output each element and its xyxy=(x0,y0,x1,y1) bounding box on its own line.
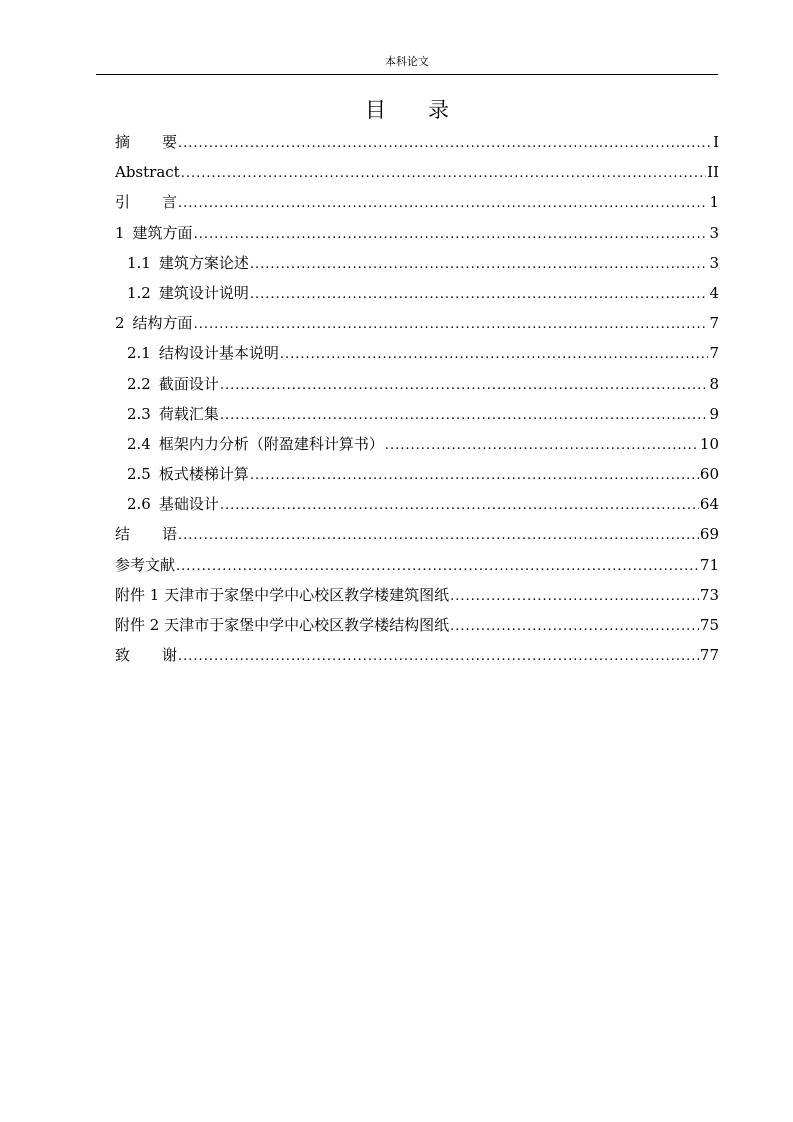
running-header-title: 本科论文 xyxy=(385,55,429,68)
toc-entry-section-2-2[interactable] xyxy=(115,369,719,399)
toc-entry-number: 2.1 xyxy=(127,344,151,363)
toc-entry-page: I xyxy=(713,133,719,151)
toc-entry-page: 3 xyxy=(709,223,719,242)
toc-leader-dots xyxy=(176,552,699,582)
toc-leader-dots xyxy=(178,521,699,551)
toc-entry-label: 参考文献 xyxy=(115,555,176,574)
toc-entry-appendix-1[interactable] xyxy=(115,580,719,610)
toc-entry-introduction[interactable] xyxy=(115,187,719,217)
toc-entry-page: 60 xyxy=(699,465,719,484)
toc-entry-number: 2.6 xyxy=(127,495,151,514)
toc-entry-page: 9 xyxy=(709,404,719,423)
toc-entry-page: II xyxy=(707,163,719,182)
toc-title xyxy=(96,96,718,124)
toc-entry-section-1-1[interactable] xyxy=(115,248,719,278)
table-of-contents xyxy=(115,127,719,670)
toc-entry-label: 结 语 xyxy=(115,525,178,544)
toc-leader-dots xyxy=(194,220,709,250)
toc-entry-page: 73 xyxy=(699,585,719,604)
toc-entry-section-2-4[interactable] xyxy=(115,429,719,459)
toc-leader-dots xyxy=(250,461,699,491)
toc-entry-label: 建筑方案论述 xyxy=(158,253,249,272)
toc-leader-dots xyxy=(178,129,712,159)
toc-leader-dots xyxy=(181,159,706,189)
toc-entry-page: 75 xyxy=(699,616,719,634)
toc-entry-section-2-1[interactable] xyxy=(115,338,719,368)
toc-entry-page: 7 xyxy=(709,314,719,333)
toc-entry-label: 荷载汇集 xyxy=(158,404,219,423)
toc-leader-dots xyxy=(220,371,709,401)
toc-leader-dots xyxy=(250,280,709,310)
toc-entry-section-2-6[interactable] xyxy=(115,489,719,519)
toc-title-char-2: 录 xyxy=(428,98,449,122)
toc-entry-label: 附件 2 天津市于家堡中学中心校区教学楼结构图纸 xyxy=(115,616,450,634)
toc-entry-label: 截面设计 xyxy=(158,374,219,393)
toc-entry-references[interactable] xyxy=(115,550,719,580)
toc-entry-page: 10 xyxy=(699,434,719,453)
toc-entry-number: 2.2 xyxy=(127,374,151,393)
toc-entry-number: 2.3 xyxy=(127,404,151,423)
toc-entry-label: 框架内力分析（附盈建科计算书） xyxy=(158,434,384,453)
toc-leader-dots xyxy=(178,189,708,219)
toc-entry-abstract-cn[interactable] xyxy=(115,127,719,157)
toc-entry-page: 69 xyxy=(699,525,719,544)
toc-entry-acknowledgements[interactable] xyxy=(115,640,719,670)
toc-leader-dots xyxy=(194,310,709,340)
toc-entry-chapter-1[interactable] xyxy=(115,218,719,248)
toc-entry-section-1-2[interactable] xyxy=(115,278,719,308)
toc-entry-label: 基础设计 xyxy=(158,495,219,514)
toc-entry-section-2-5[interactable] xyxy=(115,459,719,489)
toc-entry-page: 64 xyxy=(699,495,719,514)
running-header xyxy=(96,54,718,75)
toc-entry-page: 4 xyxy=(709,283,719,302)
toc-entry-label: 结构设计基本说明 xyxy=(158,344,279,363)
toc-entry-label: Abstract xyxy=(115,163,180,182)
toc-entry-conclusion[interactable] xyxy=(115,519,719,549)
toc-entry-page: 71 xyxy=(699,555,719,574)
toc-leader-dots xyxy=(450,612,699,642)
toc-entry-appendix-2[interactable] xyxy=(115,610,719,640)
toc-entry-label: 建筑设计说明 xyxy=(158,283,249,302)
toc-leader-dots xyxy=(450,582,699,612)
toc-leader-dots xyxy=(220,401,709,431)
toc-entry-chapter-2[interactable] xyxy=(115,308,719,338)
toc-entry-label: 致 谢 xyxy=(115,646,178,665)
toc-entry-label: 引 言 xyxy=(115,193,178,212)
toc-entry-number: 2.5 xyxy=(127,465,151,484)
toc-entry-label: 摘 要 xyxy=(115,133,178,151)
toc-leader-dots xyxy=(178,642,699,672)
toc-entry-page: 1 xyxy=(709,193,719,212)
toc-entry-page: 7 xyxy=(709,344,719,363)
toc-title-char-1: 目 xyxy=(365,98,386,122)
toc-entry-number: 1.2 xyxy=(127,283,151,302)
toc-entry-page: 8 xyxy=(709,374,719,393)
toc-entry-label: 建筑方面 xyxy=(132,223,193,242)
toc-entry-number: 1 xyxy=(115,223,125,242)
toc-entry-number: 1.1 xyxy=(127,253,151,272)
toc-entry-label: 板式楼梯计算 xyxy=(158,465,249,484)
toc-entry-abstract-en[interactable] xyxy=(115,157,719,187)
toc-leader-dots xyxy=(280,340,709,370)
toc-entry-page: 77 xyxy=(699,646,719,665)
toc-entry-label: 结构方面 xyxy=(132,314,193,333)
toc-leader-dots xyxy=(385,431,699,461)
toc-entry-section-2-3[interactable] xyxy=(115,399,719,429)
toc-leader-dots xyxy=(250,250,709,280)
toc-entry-page: 3 xyxy=(709,253,719,272)
toc-entry-label: 附件 1 天津市于家堡中学中心校区教学楼建筑图纸 xyxy=(115,585,450,604)
toc-entry-number: 2.4 xyxy=(127,434,151,453)
toc-leader-dots xyxy=(220,491,699,521)
toc-entry-number: 2 xyxy=(115,314,125,333)
